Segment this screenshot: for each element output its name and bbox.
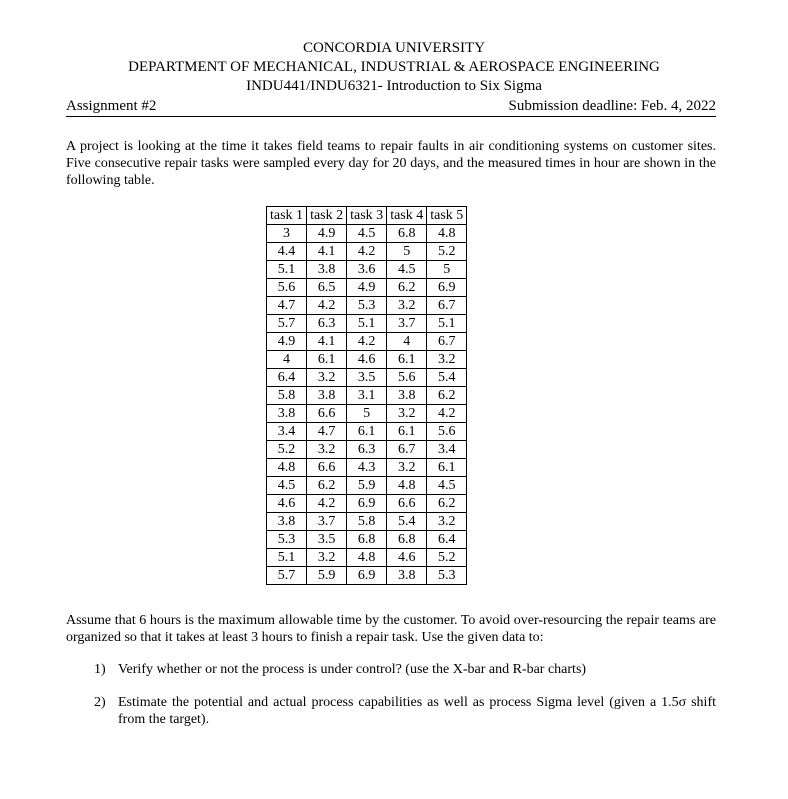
- table-row: [267, 531, 467, 549]
- table-cell: 5.6: [267, 279, 307, 297]
- table-cell: 5.2: [267, 441, 307, 459]
- table-cell: 5.3: [267, 531, 307, 549]
- table-row: [267, 297, 467, 315]
- table-cell: 6.1: [387, 351, 427, 369]
- table-cell: 4.3: [347, 459, 387, 477]
- table-cell: 6.7: [427, 297, 467, 315]
- table-row: [267, 261, 467, 279]
- question-text: Verify whether or not the process is under control? (use the X-bar and R-bar charts): [118, 662, 587, 677]
- table-cell: 3.8: [267, 513, 307, 531]
- table-cell: 6.2: [427, 495, 467, 513]
- table-row: [267, 513, 467, 531]
- table-cell: 5: [387, 243, 427, 261]
- table-row: [267, 315, 467, 333]
- table-cell: 5.7: [267, 567, 307, 585]
- question-item: [94, 694, 716, 728]
- table-cell: 4.8: [267, 459, 307, 477]
- table-cell: 5.4: [387, 513, 427, 531]
- table-cell: 3.1: [347, 387, 387, 405]
- table-cell: 3.5: [347, 369, 387, 387]
- table-row: [267, 387, 467, 405]
- table-cell: 5.1: [267, 261, 307, 279]
- table-cell: 6.2: [387, 279, 427, 297]
- column-header: task 5: [427, 207, 467, 225]
- table-cell: 6.8: [347, 531, 387, 549]
- table-cell: 3.4: [427, 441, 467, 459]
- question-text: Estimate the potential and actual process capabilities as well as process Sigma level (given a 1.5σ shift from the target).: [118, 695, 716, 727]
- table-cell: 5.9: [307, 567, 347, 585]
- table-body: [267, 225, 467, 585]
- table-row: [267, 459, 467, 477]
- table-cell: 4.9: [307, 225, 347, 243]
- table-cell: 5.1: [427, 315, 467, 333]
- problem-intro: A project is looking at the time it takes field teams to repair faults in air conditioning systems on customer sites. Five consecutive repair tasks were sampled every day for 20 days, and the measured times in hour are shown in the following table.: [66, 139, 716, 188]
- question-item: [94, 661, 716, 678]
- table-cell: 6.6: [307, 405, 347, 423]
- table-cell: 3.5: [307, 531, 347, 549]
- table-row: [267, 495, 467, 513]
- table-header-row: [267, 207, 467, 225]
- table-cell: 3.2: [387, 405, 427, 423]
- column-header: task 2: [307, 207, 347, 225]
- table-cell: 3.2: [307, 549, 347, 567]
- table-cell: 4.2: [307, 297, 347, 315]
- assignment-number: Assignment #2: [66, 98, 157, 114]
- table-cell: 4.5: [347, 225, 387, 243]
- column-header: task 4: [387, 207, 427, 225]
- table-cell: 4: [387, 333, 427, 351]
- table-cell: 4.8: [347, 549, 387, 567]
- table-row: [267, 441, 467, 459]
- table-cell: 4.6: [267, 495, 307, 513]
- university-name: CONCORDIA UNIVERSITY: [302, 40, 486, 56]
- table-cell: 4.7: [267, 297, 307, 315]
- table-cell: 3.2: [307, 441, 347, 459]
- table-cell: 4.4: [267, 243, 307, 261]
- table-cell: 6.1: [387, 423, 427, 441]
- table-cell: 5.3: [427, 567, 467, 585]
- table-cell: 4.5: [427, 477, 467, 495]
- table-cell: 5.9: [347, 477, 387, 495]
- table-cell: 4.2: [347, 333, 387, 351]
- table-cell: 5: [347, 405, 387, 423]
- table-cell: 3.7: [307, 513, 347, 531]
- table-cell: 6.2: [307, 477, 347, 495]
- table-cell: 3.8: [387, 567, 427, 585]
- table-row: [267, 405, 467, 423]
- table-row: [267, 423, 467, 441]
- table-cell: 6.5: [307, 279, 347, 297]
- table-cell: 5.2: [427, 243, 467, 261]
- table-cell: 6.6: [307, 459, 347, 477]
- table-cell: 4.1: [307, 333, 347, 351]
- table-cell: 6.3: [307, 315, 347, 333]
- table-cell: 3.8: [307, 261, 347, 279]
- table-cell: 4.5: [387, 261, 427, 279]
- table-cell: 4.5: [267, 477, 307, 495]
- table-cell: 6.8: [387, 225, 427, 243]
- column-header: task 3: [347, 207, 387, 225]
- table-cell: 4.8: [427, 225, 467, 243]
- table-cell: 5.4: [427, 369, 467, 387]
- question-number: 1): [94, 662, 106, 677]
- table-cell: 4.1: [307, 243, 347, 261]
- repair-times-table: [266, 206, 467, 585]
- assignment-line: [66, 97, 716, 117]
- table-cell: 4.9: [347, 279, 387, 297]
- table-cell: 4.2: [427, 405, 467, 423]
- table-cell: 6.4: [427, 531, 467, 549]
- table-cell: 4.7: [307, 423, 347, 441]
- table-cell: 6.2: [427, 387, 467, 405]
- table-cell: 5.6: [387, 369, 427, 387]
- course-title: INDU441/INDU6321- Introduction to Six Sigma: [246, 78, 542, 94]
- table-cell: 4.6: [347, 351, 387, 369]
- table-cell: 3.8: [307, 387, 347, 405]
- table-row: [267, 567, 467, 585]
- table-cell: 4.8: [387, 477, 427, 495]
- table-cell: 6.3: [347, 441, 387, 459]
- table-row: [267, 477, 467, 495]
- table-row: [267, 243, 467, 261]
- table-row: [267, 549, 467, 567]
- table-row: [267, 225, 467, 243]
- table-cell: 4: [267, 351, 307, 369]
- column-header: task 1: [267, 207, 307, 225]
- table-cell: 3.4: [267, 423, 307, 441]
- submission-deadline: Submission deadline: Feb. 4, 2022: [508, 98, 716, 114]
- table-cell: 4.6: [387, 549, 427, 567]
- table-cell: 6.7: [387, 441, 427, 459]
- table-cell: 5.7: [267, 315, 307, 333]
- table-cell: 6.6: [387, 495, 427, 513]
- table-cell: 5.1: [347, 315, 387, 333]
- question-number: 2): [94, 695, 106, 710]
- table-cell: 6.7: [427, 333, 467, 351]
- table-cell: 3.7: [387, 315, 427, 333]
- table-cell: 5.8: [347, 513, 387, 531]
- table-cell: 6.9: [427, 279, 467, 297]
- table-cell: 4.9: [267, 333, 307, 351]
- table-cell: 3.8: [267, 405, 307, 423]
- table-cell: 3.2: [387, 459, 427, 477]
- table-row: [267, 369, 467, 387]
- question-list: [94, 661, 716, 744]
- table-cell: 3.2: [307, 369, 347, 387]
- table-cell: 3.6: [347, 261, 387, 279]
- table-cell: 6.1: [307, 351, 347, 369]
- table-cell: 5: [427, 261, 467, 279]
- table-cell: 4.2: [347, 243, 387, 261]
- table-cell: 5.1: [267, 549, 307, 567]
- table-cell: 6.4: [267, 369, 307, 387]
- table-cell: 6.1: [347, 423, 387, 441]
- table-cell: 4.2: [307, 495, 347, 513]
- table-cell: 3.2: [387, 297, 427, 315]
- table-cell: 6.9: [347, 495, 387, 513]
- table-row: [267, 333, 467, 351]
- assumption-text: Assume that 6 hours is the maximum allowable time by the customer. To avoid over-resourcing the repair teams are organized so that it takes at least 3 hours to finish a repair task. Use the given data to:: [66, 613, 716, 645]
- table-cell: 5.6: [427, 423, 467, 441]
- table-cell: 5.8: [267, 387, 307, 405]
- table-cell: 6.1: [427, 459, 467, 477]
- table-cell: 5.3: [347, 297, 387, 315]
- table-cell: 3.2: [427, 351, 467, 369]
- table-cell: 5.2: [427, 549, 467, 567]
- table-cell: 3.2: [427, 513, 467, 531]
- table-cell: 3.8: [387, 387, 427, 405]
- table-cell: 6.8: [387, 531, 427, 549]
- table-cell: 3: [267, 225, 307, 243]
- table-cell: 6.9: [347, 567, 387, 585]
- table-row: [267, 351, 467, 369]
- table-row: [267, 279, 467, 297]
- department-name: DEPARTMENT OF MECHANICAL, INDUSTRIAL & AEROSPACE ENGINEERING: [128, 59, 660, 75]
